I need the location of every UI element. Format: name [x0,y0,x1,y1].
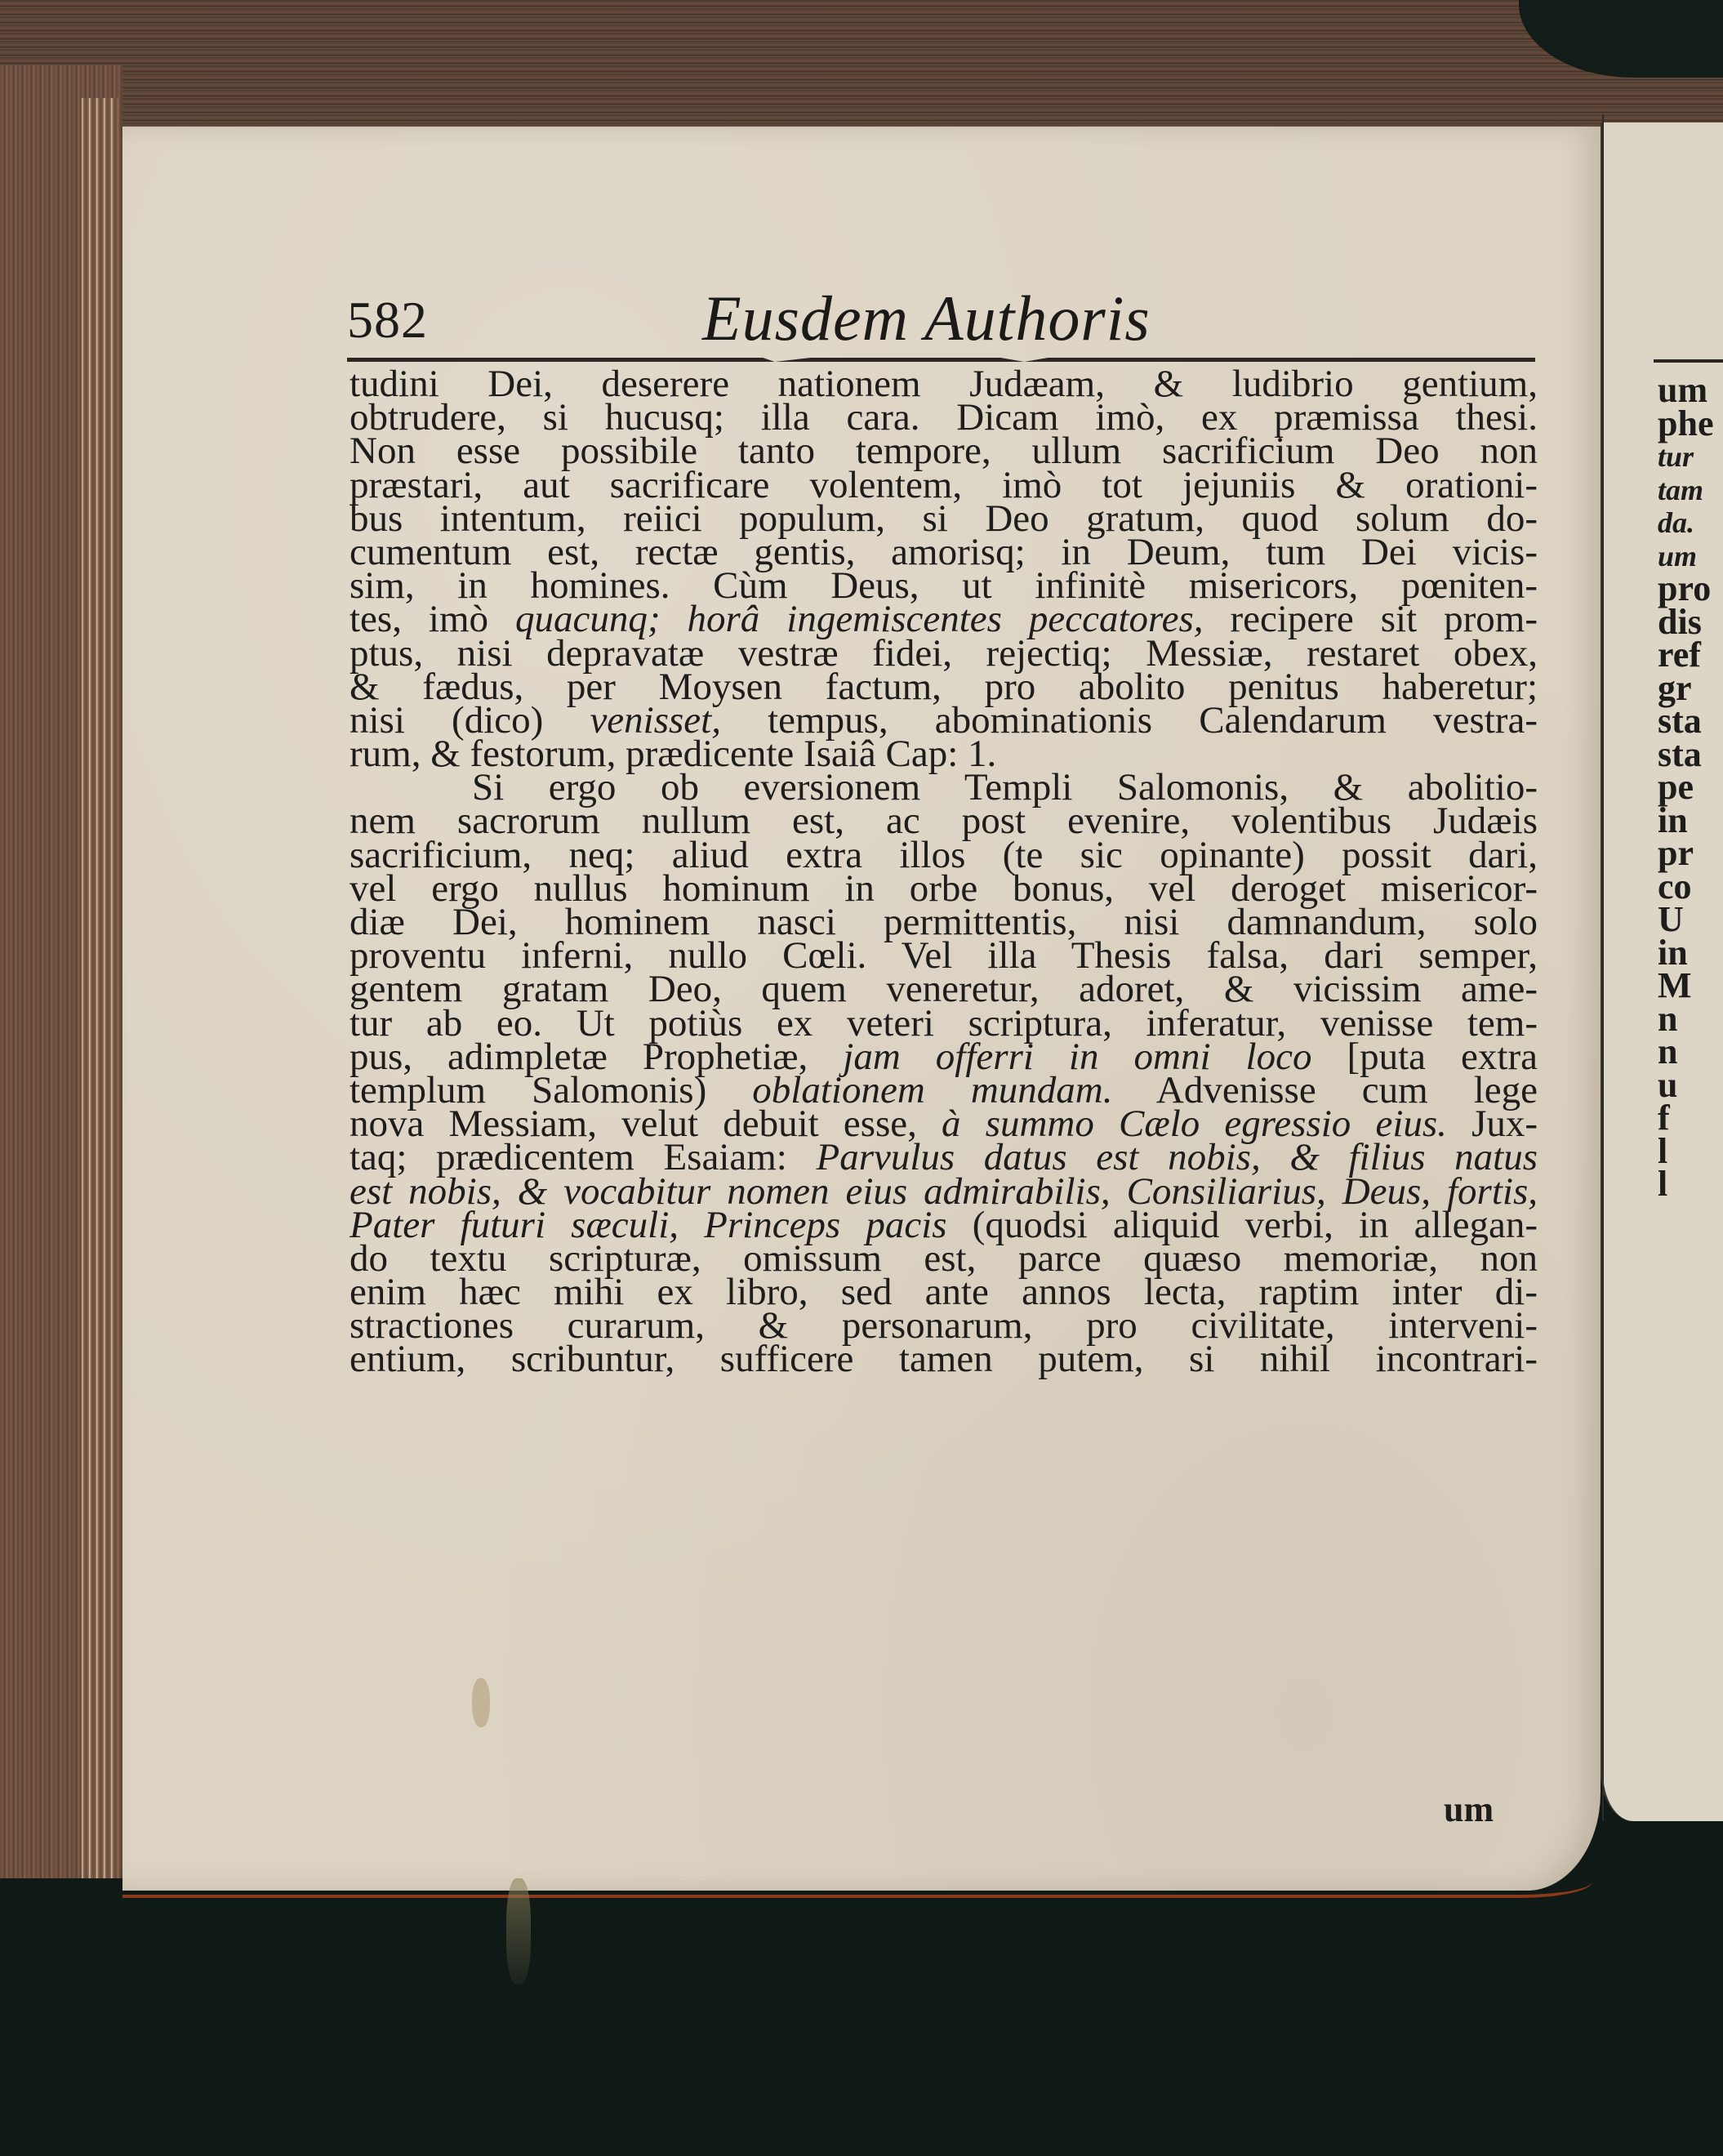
text-span: proventu inferni, nullo Cœli. Vel illa Thesis falsa, dari semper, [349,934,1538,978]
book-page-stack [82,98,118,1878]
facing-text-fragment: n [1658,998,1678,1039]
facing-text-fragment: um [1658,374,1708,410]
text-span: enim hæc mihi ex libro, sed ante annos lecta, raptim inter di- [349,1271,1538,1314]
text-span: diæ Dei, hominem nasci permittentis, nisi damnandum, solo [349,901,1538,943]
facing-text-fragment: pro [1658,568,1712,608]
facing-text-fragment: ref [1658,635,1701,675]
facing-text-fragment: f [1658,1098,1670,1138]
facing-text-fragment: M [1658,965,1692,1005]
text-span: sim, in homines. Cùm Deus, ut infinitè misericors, pœniten- [349,564,1538,608]
text-span: templum Salomonis) [349,1068,753,1111]
facing-text-fragment: sta [1658,701,1702,741]
text-span: nem sacrorum nullum est, ac post evenire, volentibus Judæis [349,800,1538,843]
italic-text: jam offerri in omni loco [843,1035,1312,1078]
text-span: & fædus, per Moysen factum, pro abolito penitus haberetur; [349,665,1538,708]
facing-text-fragment: um [1658,539,1698,572]
italic-text: est nobis, & vocabitur nomen eius admirabilis, Consiliarius, Deus, fortis, [349,1169,1538,1213]
page-bottom-edge [122,1878,1592,1898]
page-number: 582 [347,291,428,349]
facing-text-fragment: in [1658,800,1688,840]
italic-text: venisset, [590,698,721,742]
text-span: stractiones curarum, & personarum, pro civilitate, interveni- [349,1304,1538,1348]
text-span: sacrificium, neq; aliud extra illos (te sic opinante) possit dari, [349,833,1538,876]
italic-text: à summo Cælo egressio eius. [942,1102,1447,1146]
catchword: um [1444,1789,1494,1829]
text-span: tur ab eo. Ut potiùs ex veteri scriptura, inferatur, venisse tem- [349,1001,1538,1045]
facing-text-fragment: tur [1658,440,1694,473]
italic-text: Parvulus datus est nobis, & filius natus [816,1136,1538,1179]
facing-text-fragment: U [1658,899,1684,939]
facing-text-fragment: tam [1658,473,1704,506]
facing-text-fragment: n [1658,1031,1678,1071]
italic-text: Pater futuri sæculi, Princeps pacis [349,1203,947,1246]
text-span: præstari, aut sacrificare volentem, imò tot jejuniis & orationi- [349,463,1538,506]
text-span: Advenisse cum lege [1112,1068,1538,1111]
text-span: Jux- [1446,1102,1538,1146]
text-span: tudini Dei, deserere nationem Judæam, & ludibrio gentium, [349,363,1538,405]
facing-text-fragment: phe [1658,403,1714,443]
text-span: ptus, nisi depravatæ vestræ fidei, rejectiq; Messiæ, restaret obex, [349,631,1538,675]
italic-text: quacunq; horâ ingemiscentes peccatores, [515,598,1204,641]
text-span: taq; prædicentem Esaiam: [349,1136,817,1179]
book-top-edge [0,0,1723,143]
text-span: gentem gratam Deo, quem veneretur, adoret, & vicissim ame- [349,968,1538,1011]
text-span: pus, adimpletæ Prophetiæ, [349,1035,844,1078]
facing-text-fragment: da. [1658,506,1694,539]
text-line [349,1338,1538,1381]
italic-text: oblationem mundam. [752,1068,1113,1111]
text-span: rum, & festorum, prædicente Isaiâ Cap: 1. [349,733,997,776]
facing-header-rule [1654,359,1723,363]
text-span: entium, scribuntur, sufficere tamen putem, si nihil incontrari- [349,1338,1538,1381]
text-span: cumentum est, rectæ gentis, amorisq; in Deum, tum Dei vicis- [349,530,1538,573]
facing-text-fragment: co [1658,866,1692,906]
text-span: do textu scripturæ, omissum est, parce quæso memoriæ, non [349,1236,1538,1280]
text-span: vel ergo nullus hominum in orbe bonus, vel deroget misericor- [349,866,1538,910]
text-span: obtrudere, si hucusq; illa cara. Dicam imò, ex præmissa thesi. [349,396,1538,439]
paper-stain [506,1878,531,1984]
text-span: recipere sit prom- [1203,598,1538,641]
facing-text-fragment: sta [1658,733,1702,774]
facing-text-fragment: pe [1658,767,1694,807]
facing-text-fragment: gr [1658,667,1692,708]
facing-text-fragment: in [1658,932,1688,973]
page-header [347,282,1531,363]
paper-stain [472,1678,490,1727]
text-span: (quodsi aliquid verbi, in allegan- [946,1203,1538,1246]
text-span: [puta extra [1311,1035,1538,1078]
text-span: bus intentum, reiici populum, si Deo gratum, quod solum do- [349,497,1538,540]
text-span: nisi (dico) [349,698,590,742]
facing-text-fragment: pr [1658,833,1694,873]
text-span: Si ergo ob eversionem Templi Salomonis, & abolitio- [472,766,1538,809]
facing-page-text [1658,374,1723,1201]
header-rule [347,358,1535,362]
facing-text-fragment: dis [1658,601,1702,642]
text-span: Non esse possibile tanto tempore, ullum sacrificium Deo non [349,430,1538,473]
facing-text-fragment: u [1658,1064,1678,1105]
facing-text-fragment: l [1658,1164,1668,1201]
text-span: tes, imò [349,598,516,641]
text-span: nova Messiam, velut debuit esse, [349,1102,942,1146]
text-span: tempus, abominationis Calendarum vestra- [720,698,1538,742]
book-gutter [1602,114,1604,1821]
body-text [349,363,1538,1381]
facing-text-fragment: l [1658,1130,1668,1171]
running-title: Eusdem Authoris [702,283,1151,354]
